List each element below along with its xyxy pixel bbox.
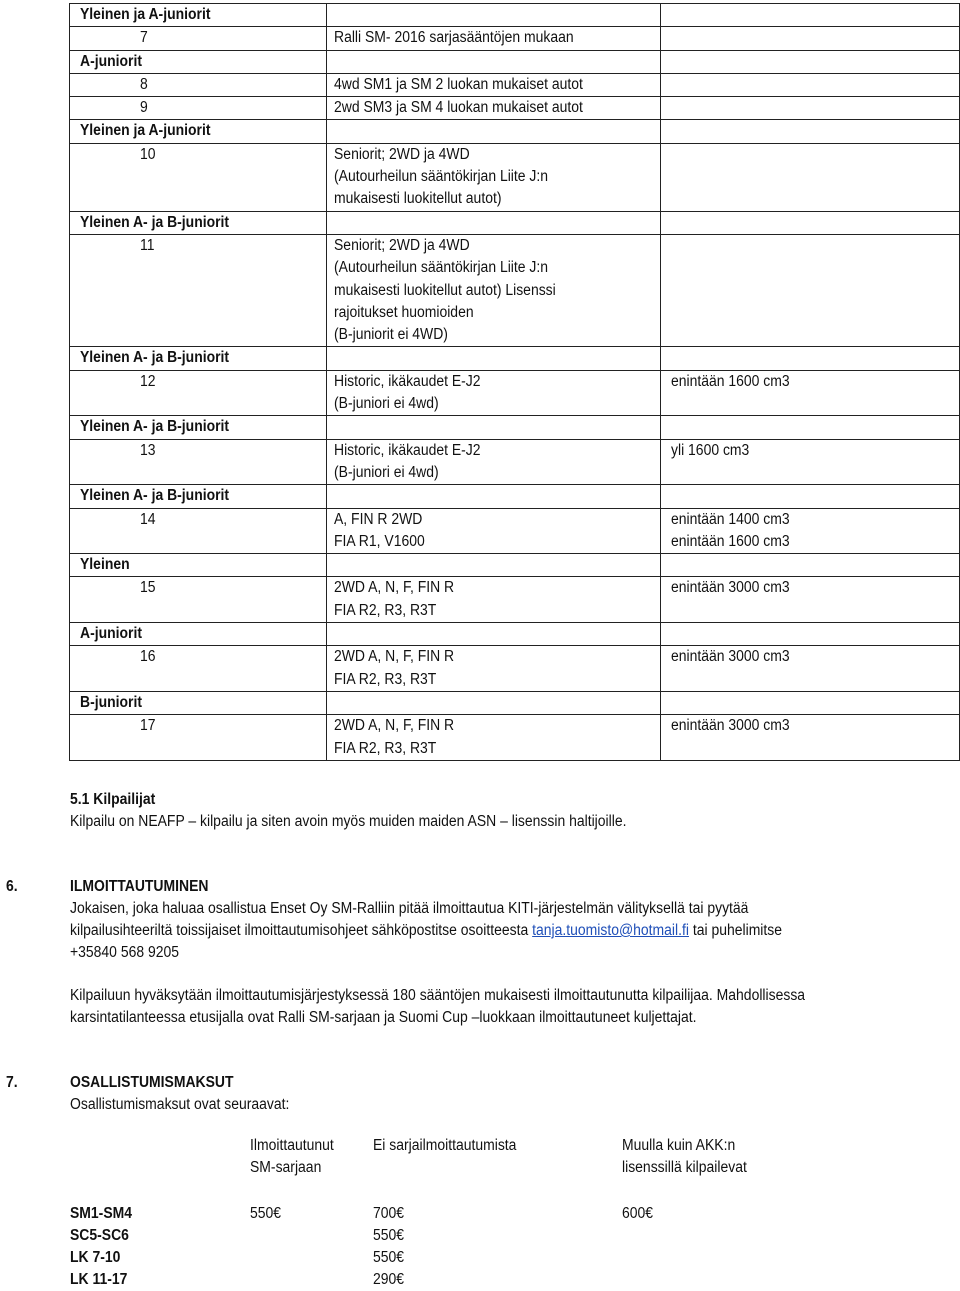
row-header-label: Yleinen A- ja B-juniorit — [80, 349, 230, 367]
section-6-phone: +35840 568 9205 — [70, 944, 179, 961]
section-5-1-text: Kilpailu on NEAFP – kilpailu ja siten avoin myös muiden maiden ASN – lisenssin haltijoille. — [70, 813, 627, 830]
empty-cell — [327, 623, 661, 646]
empty-cell — [327, 4, 661, 27]
row-header-cell — [70, 416, 327, 439]
displacement-cell — [661, 27, 960, 50]
section-6-heading: ILMOITTAUTUMINEN — [70, 878, 209, 895]
displacement-line: enintään 3000 cm3 — [671, 648, 790, 666]
description-line: rajoitukset huomioiden — [334, 303, 474, 321]
empty-cell — [661, 347, 960, 370]
fee-column-header-text: Muulla kuin AKK:n — [622, 1137, 736, 1154]
fee-value-text: 700€ — [373, 1205, 405, 1222]
section-6-line-1: Jokaisen, joka haluaa osallistua Enset Oy SM-Ralliin pitää ilmoittautua KITI-järjestelmän välityksellä tai pyytää — [70, 900, 749, 917]
row-header-cell — [70, 211, 327, 234]
section-6-para-2-line-1: Kilpailuun hyväksytään ilmoittautumisjärjestyksessä 180 sääntöjen mukaisesti ilmoittautunutta kilpailijaa. Mahdollisessa — [70, 987, 806, 1004]
description-line: mukaisesti luokitellut autot) — [334, 190, 502, 208]
fee-row-label-text: SM1-SM4 — [70, 1205, 133, 1222]
table-header-row — [70, 485, 960, 508]
class-description-cell — [327, 646, 661, 692]
class-number-cell — [70, 715, 327, 761]
fee-row — [70, 1269, 930, 1291]
empty-cell — [327, 120, 661, 143]
fee-column-header-line — [250, 1137, 343, 1155]
description-line: 4wd SM1 ja SM 2 luokan mukaiset autot — [334, 75, 583, 93]
description-line: Ralli SM- 2016 sarjasääntöjen mukaan — [334, 29, 574, 47]
row-header-label: A-juniorit — [80, 625, 142, 643]
email-link[interactable]: tanja.tuomisto@hotmail.fi — [532, 922, 689, 939]
row-header-label: Yleinen A- ja B-juniorit — [80, 418, 230, 436]
table-row — [70, 646, 960, 692]
row-header-cell — [70, 691, 327, 714]
fee-row-label — [70, 1247, 126, 1269]
class-number: 14 — [140, 510, 156, 528]
description-line: FIA R2, R3, R3T — [334, 670, 437, 688]
fee-row-label-text: LK 11-17 — [70, 1271, 128, 1288]
description-line: mukaisesti luokitellut autot) Lisenssi — [334, 281, 556, 299]
class-number: 9 — [140, 99, 148, 117]
section-6-line-2 — [70, 920, 861, 942]
fee-row — [70, 1203, 930, 1225]
empty-cell — [661, 485, 960, 508]
table-header-row — [70, 416, 960, 439]
table-row — [70, 370, 960, 416]
fee-value-text: 550€ — [250, 1205, 282, 1222]
section-6-line-2-before: kilpailusihteeriltä toissijaiset ilmoittautumisohjeet sähköpostitse osoitteesta — [70, 922, 533, 939]
fee-value — [250, 1203, 284, 1225]
empty-cell — [327, 50, 661, 73]
section-7-heading: OSALLISTUMISMAKSUT — [70, 1074, 234, 1091]
row-header-label: A-juniorit — [80, 52, 142, 70]
fee-value — [373, 1225, 407, 1247]
description-line: FIA R2, R3, R3T — [334, 739, 437, 757]
section-7-intro: Osallistumismaksut ovat seuraavat: — [70, 1096, 290, 1113]
empty-cell — [661, 50, 960, 73]
class-number-cell — [70, 97, 327, 120]
fee-value — [373, 1247, 407, 1269]
class-table — [69, 3, 960, 761]
class-number: 10 — [140, 145, 156, 163]
empty-cell — [661, 120, 960, 143]
class-number: 12 — [140, 372, 156, 390]
description-line: Historic, ikäkaudet E-J2 — [334, 441, 481, 459]
row-header-cell — [70, 623, 327, 646]
displacement-cell — [661, 646, 960, 692]
row-header-label: B-juniorit — [80, 693, 142, 711]
class-description-cell — [327, 234, 661, 346]
displacement-cell — [661, 370, 960, 416]
class-description-cell — [327, 577, 661, 623]
class-number: 11 — [140, 236, 155, 254]
class-description-cell — [327, 439, 661, 485]
description-line: 2WD A, N, F, FIN R — [334, 648, 455, 666]
empty-cell — [661, 554, 960, 577]
table-row — [70, 577, 960, 623]
table-header-row — [70, 211, 960, 234]
row-header-cell — [70, 347, 327, 370]
fee-value — [622, 1203, 656, 1225]
empty-cell — [661, 623, 960, 646]
class-description-cell — [327, 143, 661, 211]
fee-column-header-text: SM-sarjaan — [250, 1159, 322, 1176]
fee-row-label-text: SC5-SC6 — [70, 1227, 129, 1244]
class-number-cell — [70, 439, 327, 485]
empty-cell — [327, 211, 661, 234]
row-header-label: Yleinen ja A-juniorit — [80, 122, 211, 140]
displacement-cell — [661, 234, 960, 346]
description-line: Historic, ikäkaudet E-J2 — [334, 372, 481, 390]
fee-value-text: 600€ — [622, 1205, 654, 1222]
description-line: FIA R2, R3, R3T — [334, 601, 437, 619]
displacement-line: enintään 1600 cm3 — [671, 372, 790, 390]
section-5-1-heading: 5.1 Kilpailijat — [70, 791, 156, 808]
class-description-cell — [327, 97, 661, 120]
displacement-line: enintään 3000 cm3 — [671, 717, 790, 735]
class-number-cell — [70, 577, 327, 623]
fee-column-header-text: Ilmoittautunut — [250, 1137, 334, 1154]
displacement-cell — [661, 715, 960, 761]
description-line: Seniorit; 2WD ja 4WD — [334, 236, 470, 254]
row-header-label: Yleinen A- ja B-juniorit — [80, 213, 230, 231]
empty-cell — [327, 554, 661, 577]
displacement-cell — [661, 439, 960, 485]
class-description-cell — [327, 27, 661, 50]
table-row — [70, 508, 960, 554]
row-header-cell — [70, 4, 327, 27]
table-row — [70, 97, 960, 120]
fee-row-label-text: LK 7-10 — [70, 1249, 121, 1266]
fee-value — [373, 1203, 407, 1225]
class-description-cell — [327, 715, 661, 761]
class-description-cell — [327, 370, 661, 416]
class-number: 7 — [140, 29, 148, 47]
empty-cell — [661, 211, 960, 234]
row-header-label: Yleinen A- ja B-juniorit — [80, 487, 230, 505]
class-number: 13 — [140, 441, 156, 459]
fee-column-header-line — [622, 1137, 748, 1155]
table-header-row — [70, 554, 960, 577]
displacement-cell — [661, 577, 960, 623]
displacement-cell — [661, 73, 960, 96]
table-row — [70, 439, 960, 485]
table-header-row — [70, 623, 960, 646]
section-7-number: 7. — [6, 1074, 18, 1091]
description-line: (B-juniorit ei 4WD) — [334, 326, 448, 344]
displacement-cell — [661, 143, 960, 211]
class-number: 15 — [140, 579, 156, 597]
row-header-cell — [70, 485, 327, 508]
section-6-para-2-line-2: karsintatilanteessa etusijalla ovat Ralli SM-sarjaan ja Suomi Cup –luokkaan ilmoittautuneet kuljettajat. — [70, 1009, 697, 1026]
class-number-cell — [70, 234, 327, 346]
fee-value-text: 290€ — [373, 1271, 405, 1288]
fee-column-header-line — [622, 1159, 761, 1177]
class-number-cell — [70, 370, 327, 416]
description-line: (B-juniori ei 4wd) — [334, 463, 439, 481]
displacement-cell — [661, 97, 960, 120]
fee-value-text: 550€ — [373, 1227, 405, 1244]
class-description-cell — [327, 508, 661, 554]
table-row — [70, 715, 960, 761]
description-line: Seniorit; 2WD ja 4WD — [334, 145, 470, 163]
class-number: 16 — [140, 648, 156, 666]
description-line: (Autourheilun sääntökirjan Liite J:n — [334, 259, 549, 277]
class-number-cell — [70, 27, 327, 50]
section-6-number: 6. — [6, 878, 18, 895]
description-line: FIA R1, V1600 — [334, 532, 425, 550]
fee-row — [70, 1225, 930, 1247]
class-number: 17 — [140, 717, 156, 735]
description-line: 2wd SM3 ja SM 4 luokan mukaiset autot — [334, 99, 583, 117]
empty-cell — [661, 416, 960, 439]
fee-column-header-line — [373, 1137, 532, 1155]
table-header-row — [70, 347, 960, 370]
fee-value — [373, 1269, 407, 1291]
table-row — [70, 27, 960, 50]
row-header-cell — [70, 50, 327, 73]
table-header-row — [70, 691, 960, 714]
table-row — [70, 234, 960, 346]
row-header-label: Yleinen ja A-juniorit — [80, 6, 211, 23]
fee-row-label — [70, 1269, 134, 1291]
table-header-row — [70, 50, 960, 73]
fee-column-header-line — [250, 1159, 329, 1177]
description-line: A, FIN R 2WD — [334, 510, 423, 528]
section-6-line-2-after: tai puhelimitse — [688, 922, 783, 939]
table-row — [70, 143, 960, 211]
empty-cell — [327, 347, 661, 370]
description-line: (Autourheilun sääntökirjan Liite J:n — [334, 168, 549, 186]
empty-cell — [327, 691, 661, 714]
fee-value-text: 550€ — [373, 1249, 405, 1266]
description-line: 2WD A, N, F, FIN R — [334, 579, 455, 597]
row-header-cell — [70, 120, 327, 143]
class-description-cell — [327, 73, 661, 96]
description-line: 2WD A, N, F, FIN R — [334, 717, 455, 735]
table-header-row — [70, 120, 960, 143]
empty-cell — [661, 4, 960, 27]
class-number-cell — [70, 73, 327, 96]
fee-row-label — [70, 1203, 139, 1225]
empty-cell — [327, 485, 661, 508]
displacement-cell — [661, 508, 960, 554]
displacement-line: enintään 3000 cm3 — [671, 579, 790, 597]
row-header-cell — [70, 554, 327, 577]
empty-cell — [327, 416, 661, 439]
displacement-line: enintään 1400 cm3 — [671, 510, 790, 528]
table-header-row — [70, 4, 960, 27]
fee-row — [70, 1247, 930, 1269]
class-number: 8 — [140, 75, 148, 93]
row-header-label: Yleinen — [80, 556, 130, 574]
description-line: (B-juniori ei 4wd) — [334, 395, 439, 413]
displacement-line: enintään 1600 cm3 — [671, 532, 790, 550]
displacement-line: yli 1600 cm3 — [671, 441, 750, 459]
class-number-cell — [70, 646, 327, 692]
empty-cell — [661, 691, 960, 714]
class-number-cell — [70, 143, 327, 211]
table-row — [70, 73, 960, 96]
fee-column-header-text: Ei sarjailmoittautumista — [373, 1137, 517, 1154]
class-number-cell — [70, 508, 327, 554]
fee-column-header-text: lisenssillä kilpailevat — [622, 1159, 747, 1176]
fee-row-label — [70, 1225, 135, 1247]
